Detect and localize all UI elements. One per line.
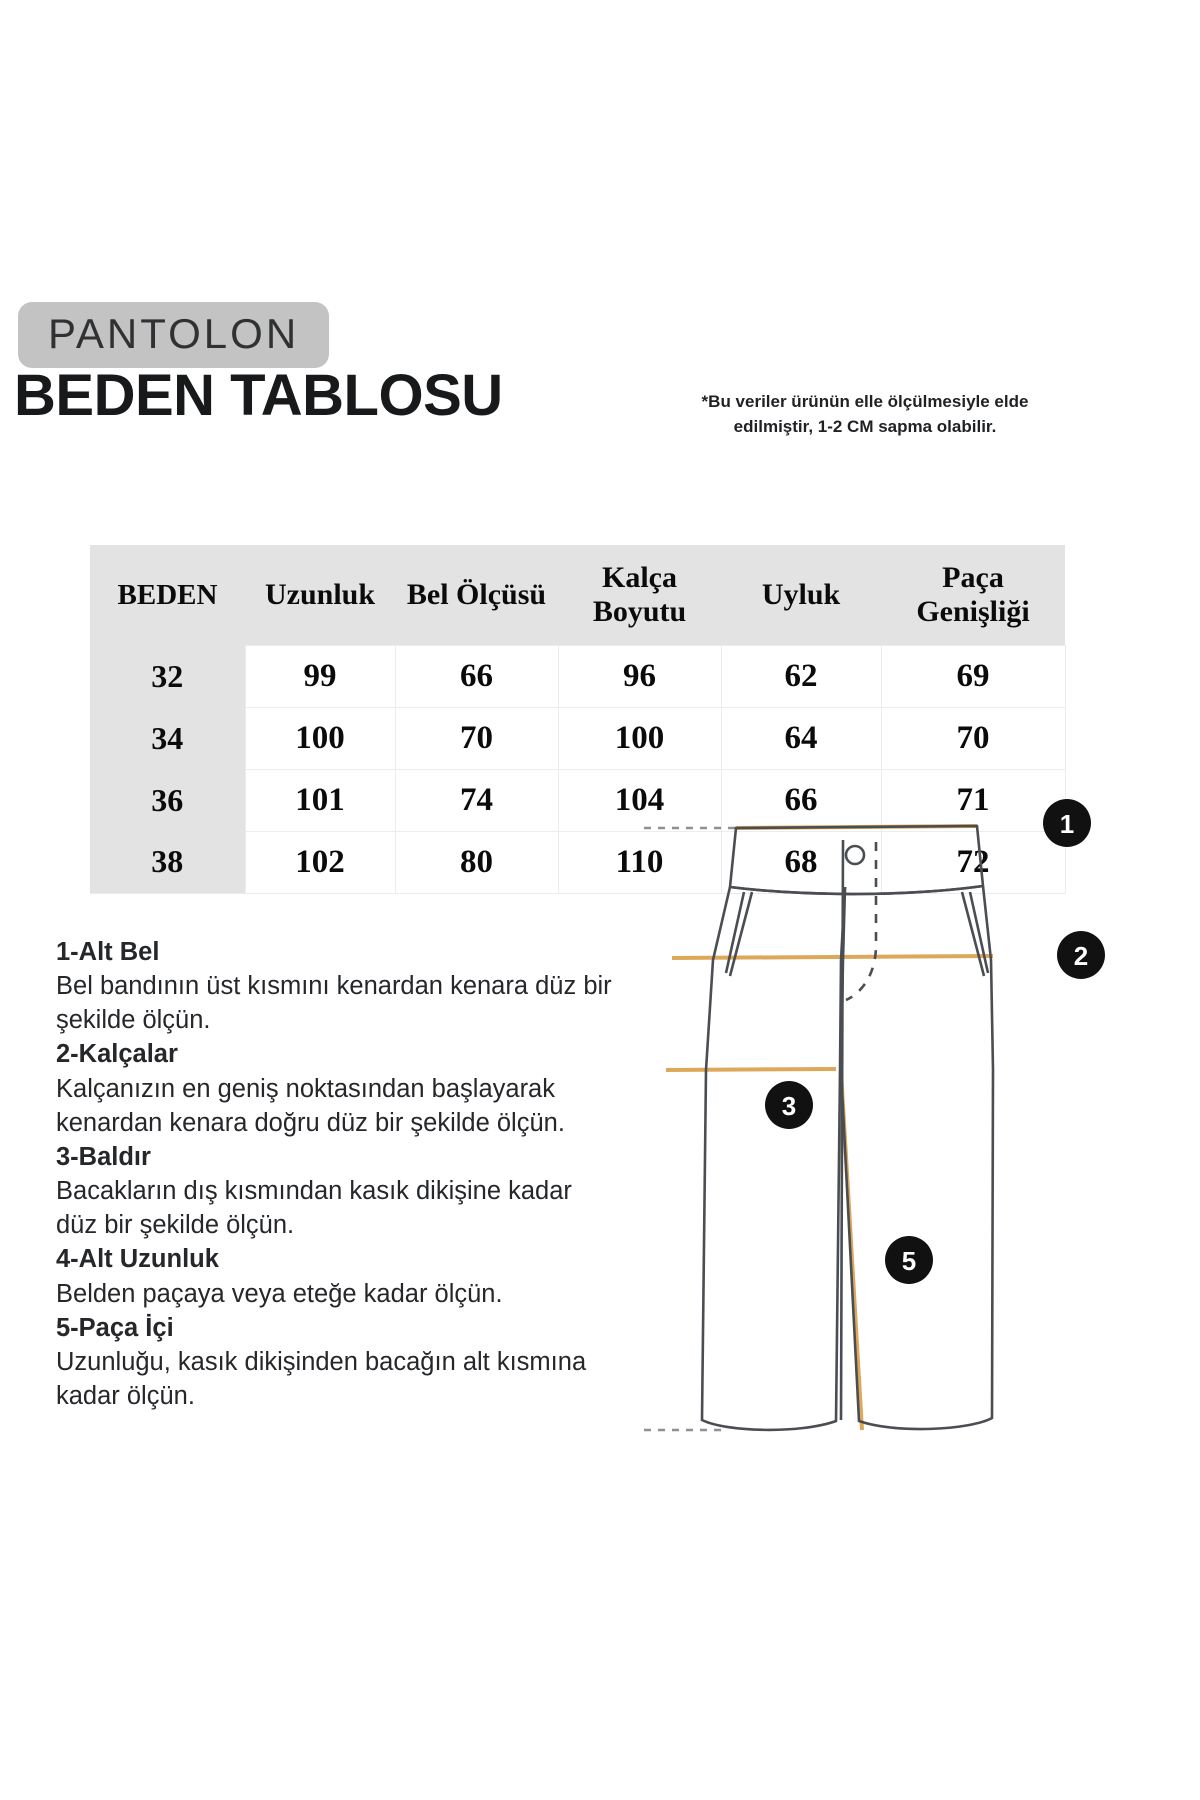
cell-uzunluk: 102 [245, 831, 395, 893]
cell-uzunluk: 101 [245, 769, 395, 831]
marker-1 [1043, 799, 1091, 847]
cell-paca: 69 [881, 645, 1065, 707]
measurement-instructions [56, 935, 616, 1413]
marker-2-label: 2 [1073, 941, 1089, 971]
table-header-row [90, 545, 1065, 645]
waist-button-icon [846, 846, 864, 864]
column-header-beden: BEDEN [90, 545, 245, 645]
instruction-title: 5-Paça İçi [56, 1313, 174, 1342]
instruction-body: Uzunluğu, kasık dikişinden bacağın alt kısmına kadar ölçün. [56, 1347, 587, 1411]
cell-uyluk: 66 [721, 769, 881, 831]
cell-uyluk: 64 [721, 707, 881, 769]
column-header-paca-genisligi: Paça Genişliği [881, 545, 1065, 645]
instruction-body: Kalçanızın en geniş noktasından başlayarak kenardan kenara doğru düz bir şekilde ölçün. [56, 1074, 565, 1137]
marker-2 [1057, 931, 1105, 979]
column-header-uzunluk: Uzunluk [245, 545, 395, 645]
column-header-uyluk: Uyluk [721, 545, 881, 645]
marker-1-label: 1 [1059, 809, 1075, 839]
cell-bel: 66 [395, 645, 558, 707]
table-row [90, 707, 1065, 769]
cell-size: 38 [90, 831, 245, 893]
instruction-title: 3-Baldır [56, 1142, 151, 1171]
marker-3-label: 3 [781, 1091, 797, 1121]
cell-kalca: 100 [558, 707, 721, 769]
instruction-body: Belden paçaya veya eteğe kadar ölçün. [56, 1279, 503, 1308]
category-badge [18, 302, 329, 368]
instruction-body: Bel bandının üst kısmını kenardan kenara düz bir şekilde ölçün. [56, 972, 612, 1035]
header [0, 280, 1200, 480]
column-header-bel-olcusu: Bel Ölçüsü [395, 545, 558, 645]
instruction-item-1 [56, 935, 616, 1037]
category-badge-label: PANTOLON [48, 310, 300, 357]
cell-kalca: 96 [558, 645, 721, 707]
pants-measurement-diagram [640, 780, 1180, 1520]
cell-paca: 72 [881, 831, 1065, 893]
cell-uzunluk: 100 [245, 707, 395, 769]
marker-5 [885, 1236, 933, 1284]
instruction-item-3 [56, 1140, 616, 1242]
cell-size: 32 [90, 645, 245, 707]
cell-kalca: 104 [558, 769, 721, 831]
column-header-kalca-boyutu: Kalça Boyutu [558, 545, 721, 645]
page-title: BEDEN TABLOSU [14, 363, 503, 428]
cell-size: 34 [90, 707, 245, 769]
marker-3 [765, 1081, 813, 1129]
instruction-item-5 [56, 1311, 616, 1413]
cell-bel: 70 [395, 707, 558, 769]
instruction-title: 1-Alt Bel [56, 938, 160, 966]
cell-uyluk: 68 [721, 831, 881, 893]
right-leg [841, 886, 993, 1429]
cell-size: 36 [90, 769, 245, 831]
cell-uzunluk: 99 [245, 645, 395, 707]
instruction-title: 4-Alt Uzunluk [56, 1245, 219, 1274]
instruction-item-4 [56, 1242, 616, 1310]
left-leg [702, 887, 845, 1430]
instruction-item-2 [56, 1037, 616, 1139]
cell-bel: 74 [395, 769, 558, 831]
instruction-body: Bacakların dış kısmından kasık dikişine kadar düz bir şekilde ölçün. [56, 1177, 572, 1240]
instruction-title: 2-Kalçalar [56, 1040, 178, 1069]
marker-5-label: 5 [901, 1246, 917, 1276]
cell-paca: 70 [881, 707, 1065, 769]
cell-bel: 80 [395, 831, 558, 893]
cell-kalca: 110 [558, 831, 721, 893]
table-row [90, 645, 1065, 707]
cell-paca: 71 [881, 769, 1065, 831]
garment-outline [702, 826, 993, 1430]
measurement-disclaimer: *Bu veriler ürünün elle ölçülmesiyle elde edilmiştir, 1-2 CM sapma olabilir. [701, 392, 1029, 436]
cell-uyluk: 62 [721, 645, 881, 707]
